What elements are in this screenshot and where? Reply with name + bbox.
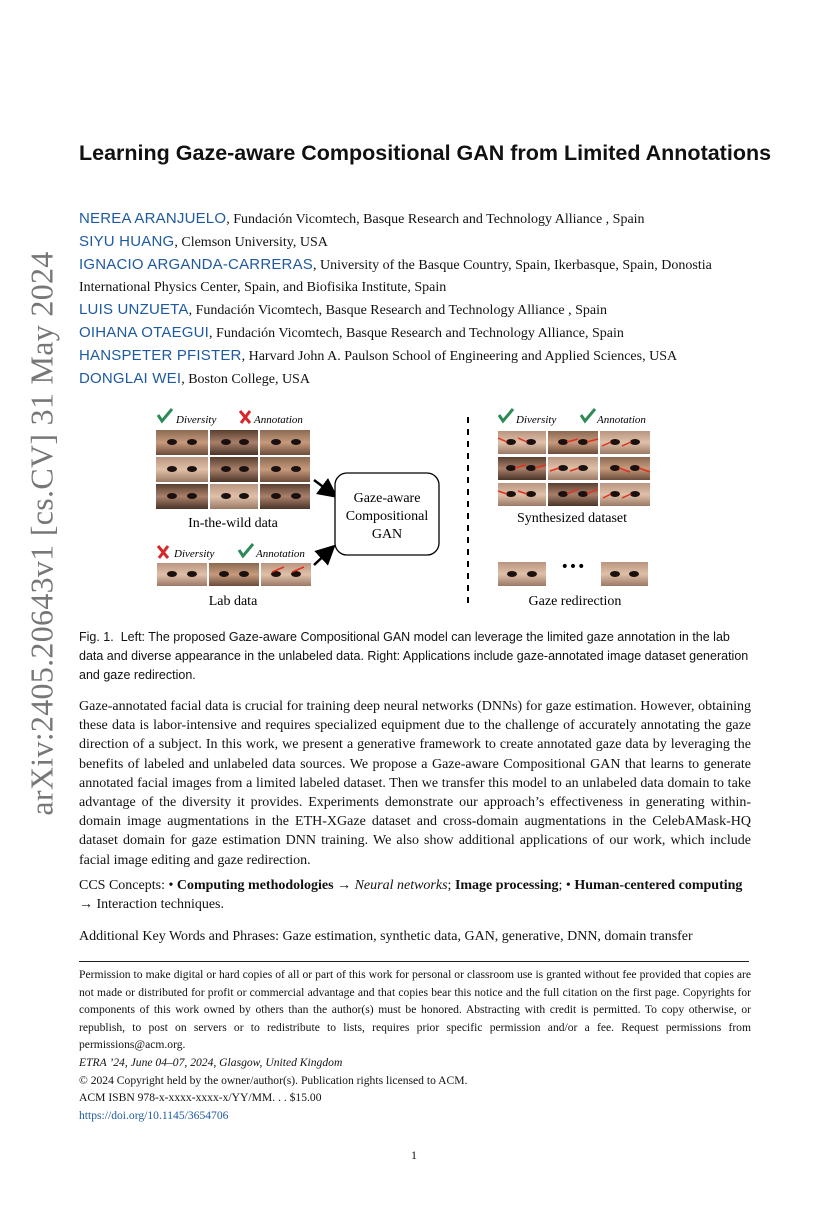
copyright: © 2024 Copyright held by the owner/author(s). Publication rights licensed to ACM.: [79, 1073, 468, 1087]
arxiv-id: arXiv:2405.20643v1 [cs.CV] 31 May 2024: [23, 250, 60, 816]
gan-label-line3: GAN: [371, 527, 403, 542]
synth-diversity-label: Diversity: [516, 414, 557, 426]
permission-notice: Permission to make digital or hard copies of all or part of this work for personal or classroom use is granted without fee provided that copies are not made or distributed for profit or commercial advantage and that copies bear this notice and the full citation on the first page. Copyrights for components of this work owned by others than the author(s) must be honored. Abstracting with credit is permitted. To copy otherwise, or republish, to post on servers or to redistribute to lists, requires prior specific permission and/or a fee. Request permissions from permissions@acm.org.: [79, 968, 751, 1051]
cross-icon: [240, 411, 250, 423]
face-thumbnail: [600, 431, 650, 454]
doi-link[interactable]: https://doi.org/10.1145/3654706: [79, 1108, 229, 1122]
arrow-icon: [314, 480, 334, 495]
face-thumbnail: [260, 430, 310, 455]
author-affiliation: , Harvard John A. Paulson School of Engineering and Applied Sciences, USA: [241, 349, 678, 364]
cross-icon: [158, 546, 168, 558]
in-the-wild-data-label: In-the-wild data: [188, 516, 278, 531]
lab-data-label: Lab data: [208, 594, 258, 609]
check-icon: [499, 409, 513, 421]
gaze-redirection-label: Gaze redirection: [528, 594, 622, 609]
author-affiliation: , Fundación Vicomtech, Basque Research and Technology Alliance , Spain: [226, 212, 645, 227]
author-entry: [79, 368, 759, 391]
ccs-subconcept: Neural networks: [354, 878, 448, 893]
synthesized-image-grid: [498, 431, 650, 506]
publication-meta: [79, 1054, 751, 1124]
author-entry: [79, 299, 759, 322]
author-entry: [79, 231, 759, 254]
face-thumbnail: [210, 430, 258, 455]
abstract: Gaze-annotated facial data is crucial for training deep neural networks (DNNs) for gaze estimation. However, obtaining these data is labor-intensive and requires specialized equipment due to the challenge of accurately annotating the gaze direction of a subject. In this work, we present a generative framework to create annotated gaze data by leveraging the benefits of labeled and unlabeled data sources. We propose a Gaze-aware Compositional GAN that learns to generate annotated facial images from a limited labeled dataset. Then we transfer this model to an unlabeled data domain to take advantage of the diversity it provides. Experiments demonstrate our approach’s effectiveness in generating within-domain image augmentations in the ETH-XGaze dataset and cross-domain augmentations in the CelebAMask-HQ dataset domain for gaze estimation DNN training. We also show additional applications of our work, which include facial image editing and gaze redirection.: [79, 699, 751, 868]
author-entry: [79, 345, 759, 368]
author-name: HANSPETER PFISTER: [79, 347, 242, 364]
face-thumbnail: [601, 562, 648, 586]
gan-label-line2: Compositional: [345, 509, 429, 524]
in-the-wild-image-grid: [156, 430, 310, 509]
ccs-concept: Human-centered computing: [574, 878, 743, 893]
paper-title: Learning Gaze-aware Compositional GAN from Limited Annotations: [79, 141, 772, 165]
author-entry: [79, 254, 759, 299]
author-affiliation: , Clemson University, USA: [174, 235, 328, 250]
author-affiliation: , Boston College, USA: [181, 372, 310, 387]
face-thumbnail: [548, 483, 598, 506]
face-thumbnail: [498, 431, 546, 454]
author-entry: [79, 322, 759, 345]
face-thumbnail: [548, 431, 598, 454]
ccs-prefix: CCS Concepts: •: [79, 878, 177, 893]
check-icon: [239, 544, 253, 556]
footnote-rule: [79, 961, 749, 962]
lab-diversity-label: Diversity: [174, 548, 215, 560]
ccs-separator: ;: [447, 878, 455, 893]
ccs-concept: Image processing: [454, 878, 559, 893]
lab-image-row: [157, 563, 311, 586]
face-thumbnail: [157, 563, 207, 586]
ccs-separator: ; •: [558, 878, 575, 893]
keywords: Additional Key Words and Phrases: Gaze estimation, synthetic data, GAN, generative, DNN, domain transfer: [79, 929, 693, 944]
author-name: NEREA ARANJUELO: [79, 210, 227, 227]
face-thumbnail: [210, 457, 258, 482]
check-icon: [158, 409, 172, 421]
author-affiliation: , University of the Basque Country, Spain, Ikerbasque, Spain, Donostia International Physics Center, Spain, and Biofisika Institute, Spain: [79, 258, 712, 295]
figure-1: [0, 405, 828, 620]
face-thumbnail: [156, 457, 208, 482]
face-thumbnail: [156, 430, 208, 455]
lab-annotation-label: Annotation: [256, 548, 305, 560]
author-name: SIYU HUANG: [79, 233, 175, 250]
ccs-concepts: [79, 876, 751, 914]
venue: ETRA ’24, June 04–07, 2024, Glasgow, United Kingdom: [79, 1056, 343, 1069]
caption-text: Left: The proposed Gaze-aware Compositional GAN model can leverage the limited gaze annotation in the lab data and diverse appearance in the unlabeled data. Right: Applications include gaze-annotated image dataset generation and gaze redirection.: [79, 630, 749, 682]
ccs-subconcept: Interaction techniques.: [96, 897, 225, 912]
author-entry: [79, 208, 759, 231]
figure-1-diagram: [0, 405, 828, 620]
author-name: DONGLAI WEI: [79, 370, 182, 387]
wild-annotation-label: Annotation: [254, 414, 303, 426]
author-list: [79, 208, 759, 391]
check-icon: [581, 409, 595, 421]
ellipsis-icon: •••: [560, 559, 586, 575]
face-thumbnail: [498, 483, 546, 506]
face-thumbnail: [600, 483, 650, 506]
author-affiliation: , Fundación Vicomtech, Basque Research and Technology Alliance , Spain: [188, 303, 607, 318]
arrow-icon: [314, 548, 332, 565]
caption-label: Fig. 1.: [79, 630, 114, 644]
synth-annotation-label: Annotation: [597, 414, 646, 426]
face-thumbnail: [260, 484, 310, 509]
author-name: IGNACIO ARGANDA-CARRERAS: [79, 256, 314, 273]
face-thumbnail: [210, 484, 258, 509]
ccs-arrow: →: [79, 897, 97, 912]
face-thumbnail: [498, 562, 546, 586]
isbn: ACM ISBN 978-x-xxxx-xxxx-x/YY/MM. . . $15.00: [79, 1091, 322, 1104]
face-thumbnail: [209, 563, 259, 586]
page-number: 1: [411, 1148, 417, 1162]
face-thumbnail: [260, 457, 310, 482]
ccs-arrow: →: [333, 878, 355, 893]
author-name: OIHANA OTAEGUI: [79, 324, 210, 341]
wild-diversity-label: Diversity: [176, 414, 217, 426]
ccs-concept: Computing methodologies: [176, 878, 334, 893]
synthesized-dataset-label: Synthesized dataset: [516, 511, 628, 526]
face-thumbnail: [156, 484, 208, 509]
face-thumbnail: [498, 457, 546, 480]
author-name: LUIS UNZUETA: [79, 301, 189, 318]
gan-label-line1: Gaze-aware: [353, 491, 421, 506]
figure-caption: [79, 628, 751, 685]
author-affiliation: , Fundación Vicomtech, Basque Research and Technology Alliance, Spain: [209, 326, 624, 341]
